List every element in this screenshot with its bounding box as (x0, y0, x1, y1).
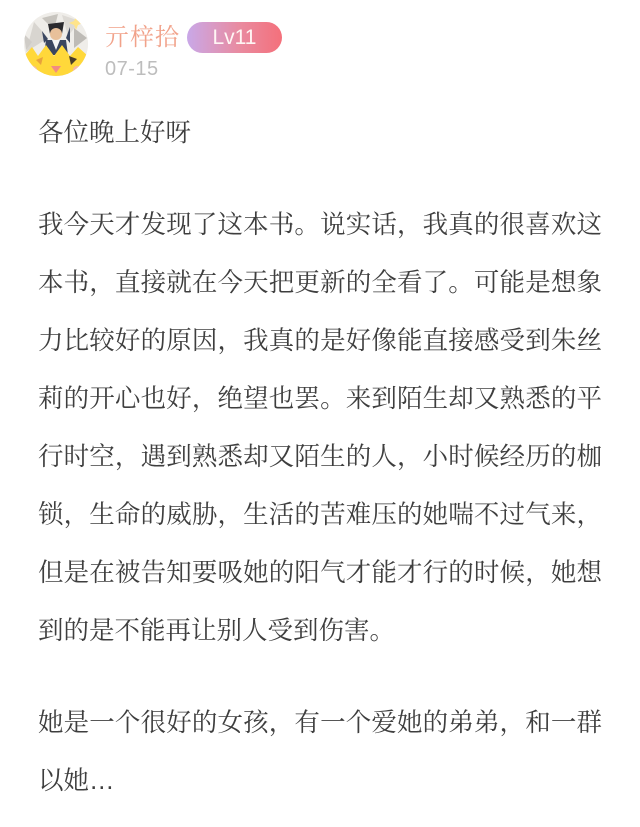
post-paragraph-greeting: 各位晚上好呀 (38, 119, 192, 147)
level-badge: Lv11 (187, 22, 282, 53)
post-meta (105, 12, 282, 81)
username[interactable]: 亓梓拾 (105, 24, 180, 51)
post-date: 07-15 (105, 58, 159, 80)
post-body (0, 104, 640, 810)
post-header (0, 0, 640, 81)
chick-hatching-egg-icon (24, 12, 88, 76)
post-paragraph-review: 我今天才发现了这本书。说实话，我真的很喜欢这本书，直接就在今天把更新的全看了。可能是想象力比较好的原因，我真的是好像能直接感受到朱丝莉的开心也好，绝望也罢。来到陌生却又熟悉的平行时空，遇到熟悉却又陌生的人，小时候经历的枷锁，生命的威胁，生活的苦难压的她喘不过气来，但是在被告知要吸她的阳气才能才行的时候，她想到的是不能再让别人受到伤害。 (38, 211, 602, 645)
post-paragraph-closing: 她是一个很好的女孩，有一个爱她的弟弟，和一群以她… (38, 709, 602, 795)
avatar[interactable] (24, 12, 88, 76)
